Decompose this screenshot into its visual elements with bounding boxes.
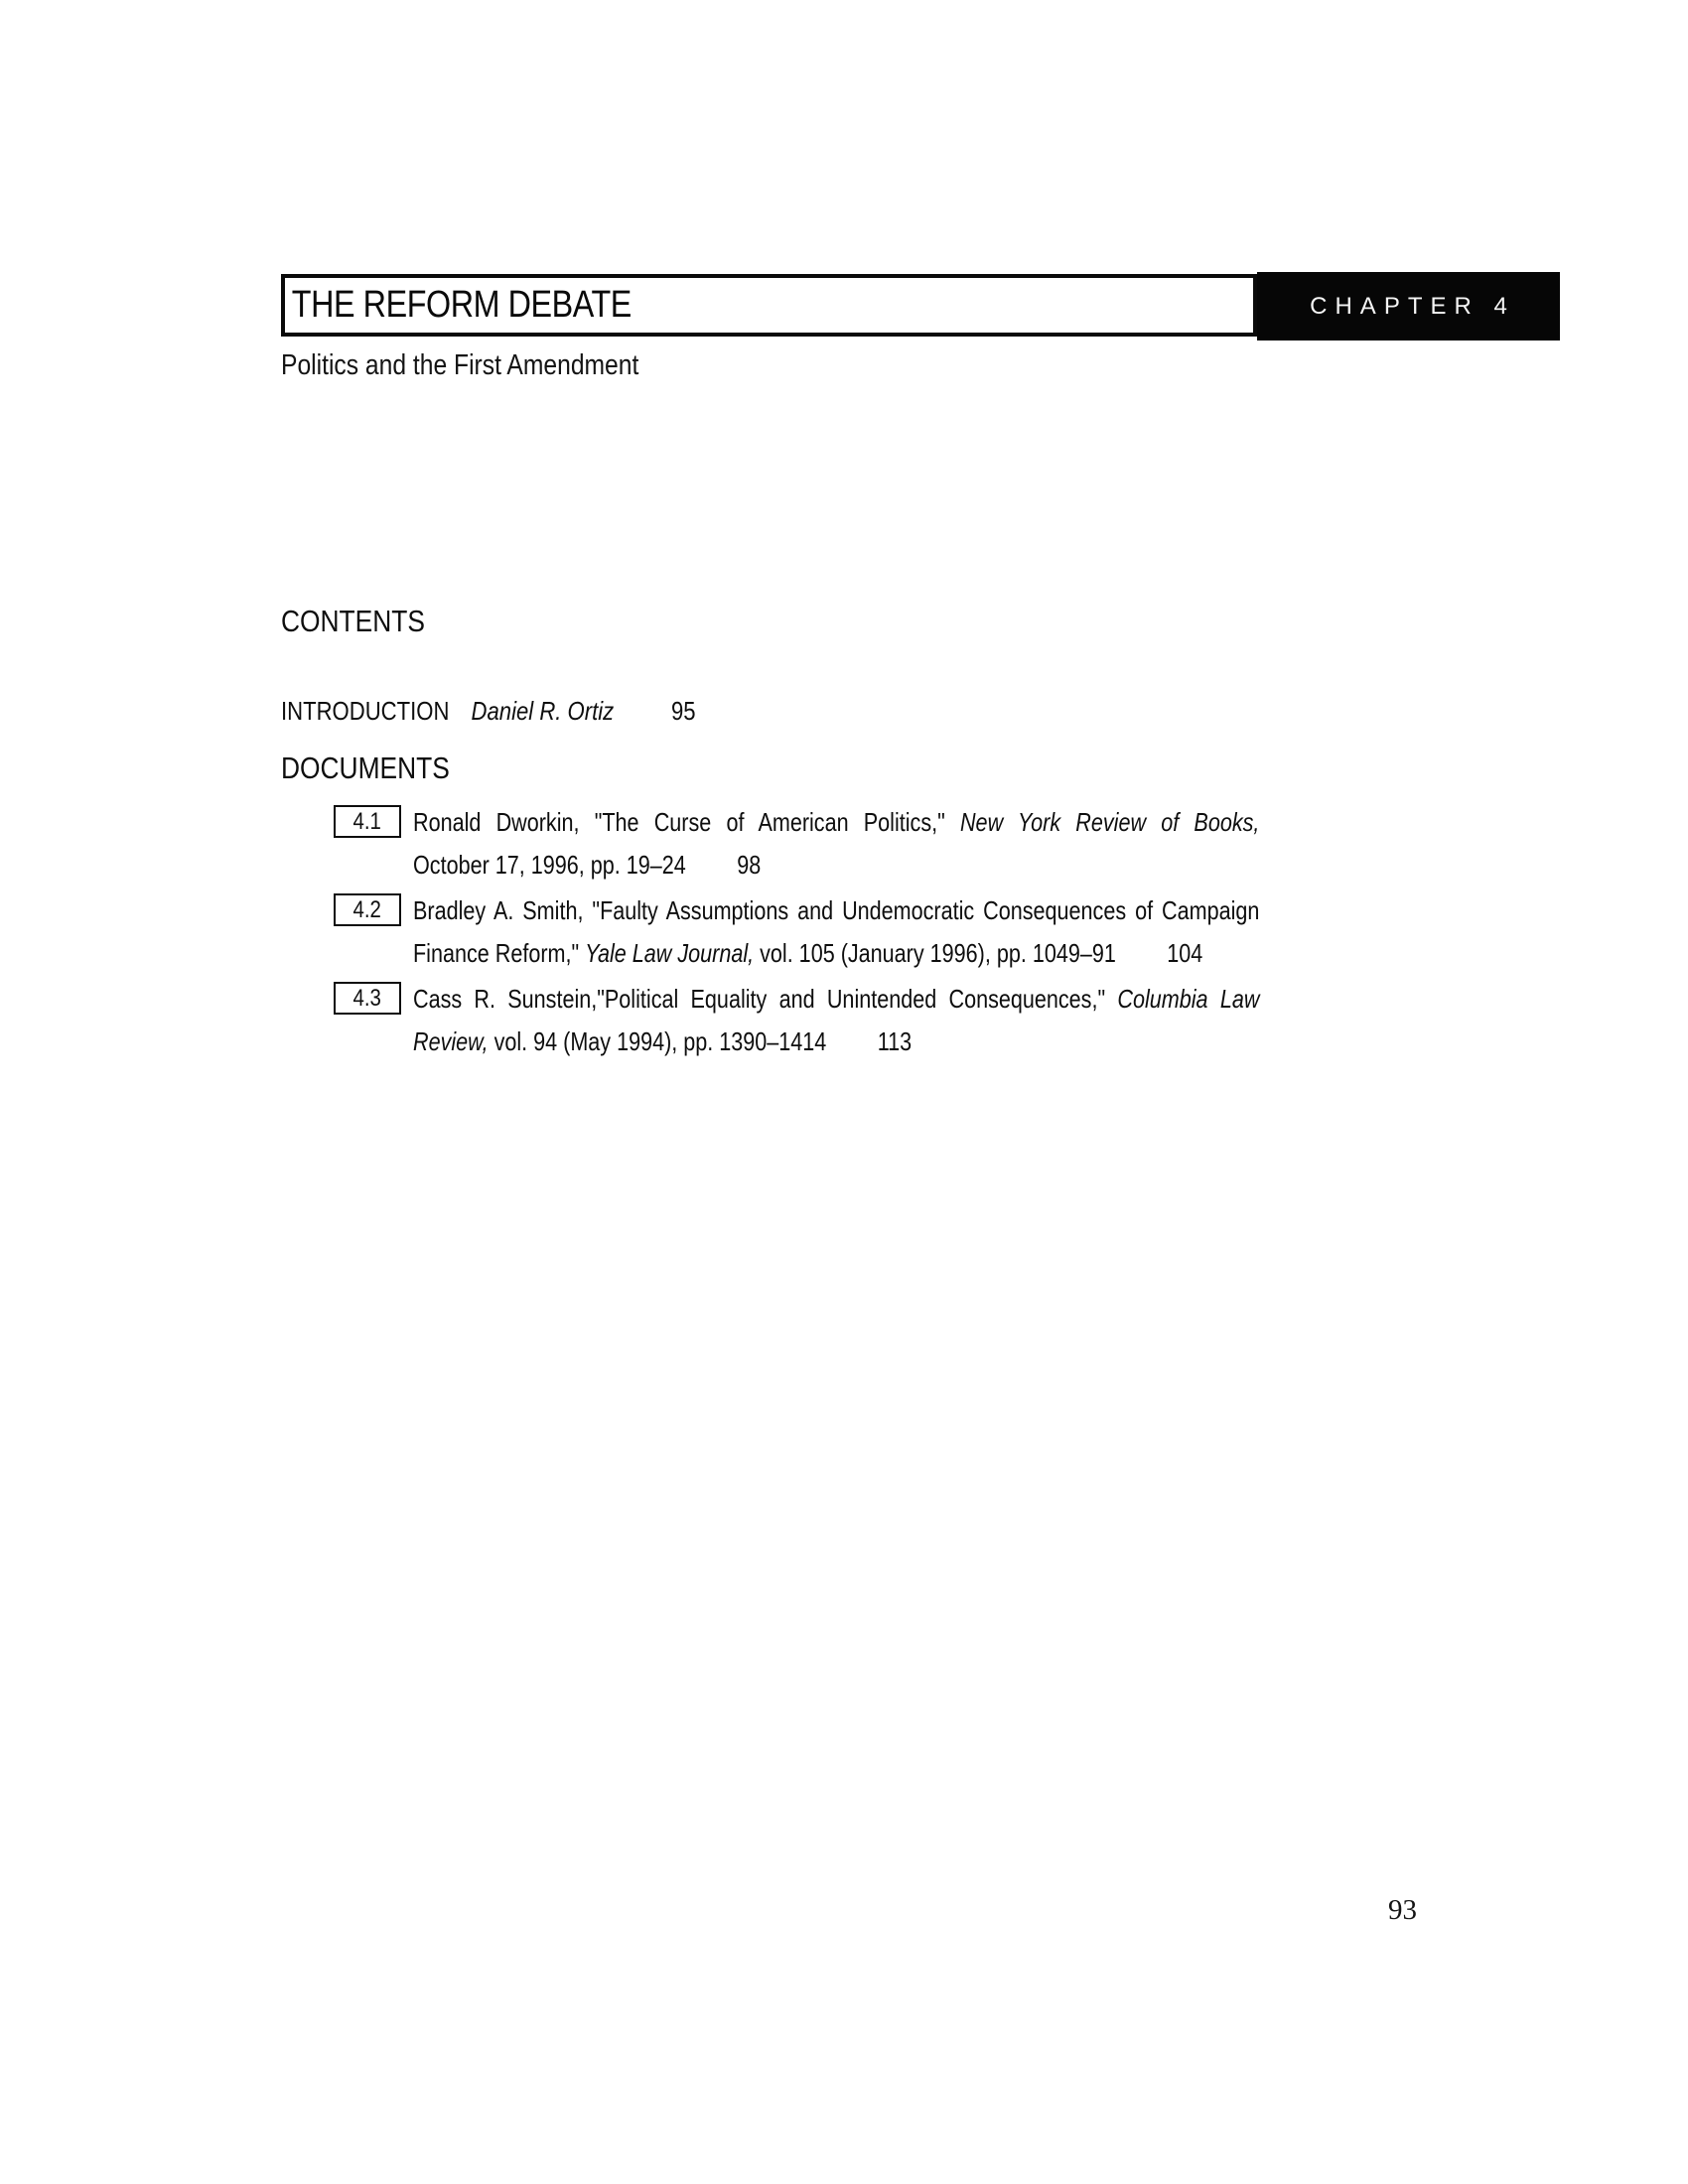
chapter-title: THE REFORM DEBATE [291, 284, 632, 326]
citation-text: Finance Reform," [413, 938, 586, 968]
citation-text: vol. 105 (January 1996), pp. 1049–91 [754, 938, 1116, 968]
document-number-box [334, 805, 401, 838]
documents-list [281, 801, 1433, 1063]
documents-heading: DOCUMENTS [281, 751, 450, 785]
citation-text: October 17, 1996, pp. 19–24 [413, 850, 686, 880]
citation-source-title: Review, [413, 1026, 489, 1056]
introduction-label: INTRODUCTION [281, 696, 450, 726]
page-number: 93 [1388, 1894, 1417, 1926]
introduction-entry [281, 697, 1260, 725]
document-number: 4.2 [352, 895, 382, 923]
citation-line-1 [413, 978, 1259, 1021]
citation-line-1 [413, 801, 1259, 844]
document-entry-4-3 [281, 978, 1433, 1063]
citation-line-1 [413, 889, 1259, 932]
citation-line-2 [413, 844, 1259, 887]
citation-source-title: Columbia Law [1117, 984, 1260, 1014]
document-entry-4-1 [281, 801, 1433, 887]
document-citation [413, 978, 1259, 1063]
document-number-box [334, 893, 401, 926]
citation-line-2 [413, 932, 1259, 975]
citation-source-title: New York Review of Books, [959, 807, 1260, 837]
document-page-number: 113 [877, 1026, 913, 1056]
document-number-box [334, 982, 401, 1015]
citation-text: Cass R. Sunstein,"Political Equality and Unintended Consequences," [413, 984, 1118, 1014]
document-citation [413, 889, 1259, 975]
document-entry-4-2 [281, 889, 1433, 975]
contents-section [281, 606, 1433, 1066]
citation-text: Ronald Dworkin, "The Curse of American Politics," [413, 807, 960, 837]
introduction-page-number: 95 [671, 696, 696, 726]
citation-text: Bradley A. Smith, "Faulty Assumptions and Undemocratic Consequences of Campaign [413, 895, 1260, 925]
document-page-number: 104 [1167, 938, 1203, 968]
citation-text: vol. 94 (May 1994), pp. 1390–1414 [488, 1026, 827, 1056]
citation-source-title: Yale Law Journal, [585, 938, 755, 968]
document-page-number: 98 [737, 850, 762, 880]
citation-line-2 [413, 1021, 1259, 1063]
document-citation [413, 801, 1259, 887]
introduction-author: Daniel R. Ortiz [471, 696, 615, 726]
chapter-number-box [1257, 272, 1560, 341]
chapter-subtitle: Politics and the First Amendment [281, 349, 639, 381]
chapter-title-box [281, 274, 1257, 337]
document-number: 4.3 [352, 984, 382, 1012]
contents-heading: CONTENTS [281, 604, 425, 638]
document-number: 4.1 [352, 807, 382, 835]
chapter-number-label: CHAPTER 4 [1310, 292, 1515, 320]
